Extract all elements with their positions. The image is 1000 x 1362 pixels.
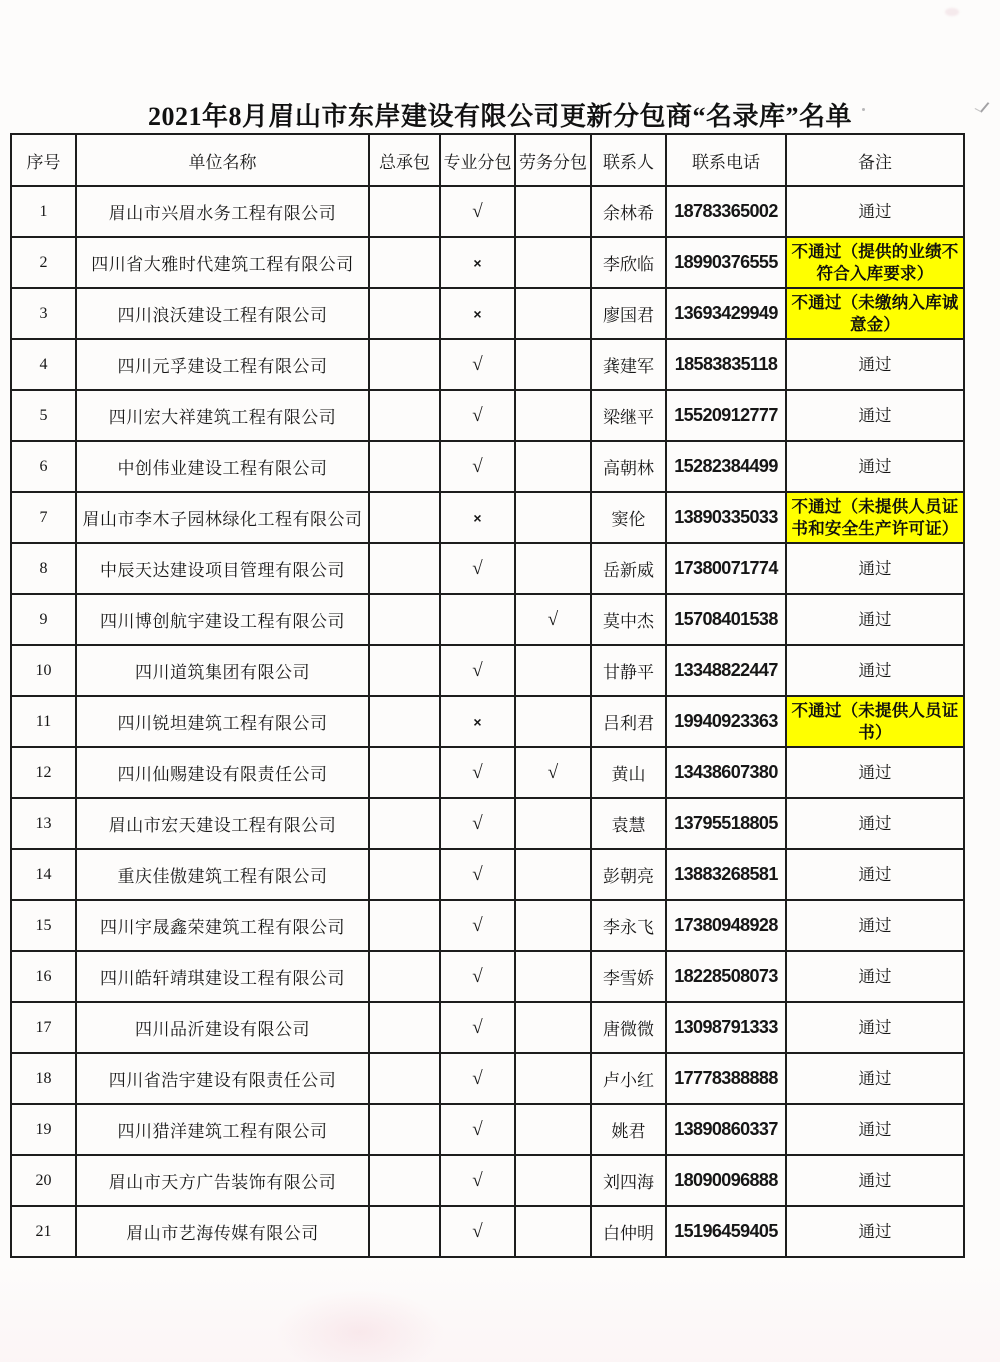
- page-title: 2021年8月眉山市东岸建设有限公司更新分包商“名录库”名单: [147, 102, 852, 131]
- table-row: [11, 339, 964, 390]
- remark-cell: 通过: [786, 1002, 964, 1053]
- row-serial-number: 18: [11, 1053, 76, 1104]
- contact-person: 李永飞: [591, 900, 666, 951]
- professional-sub-mark: [440, 492, 515, 543]
- header-serial-number: 序号: [11, 134, 76, 186]
- contact-person: 余林希: [591, 186, 666, 237]
- table-header-row: [11, 134, 964, 186]
- contact-phone: 18228508073: [666, 951, 786, 1002]
- professional-sub-mark: √: [440, 441, 515, 492]
- professional-sub-mark: [440, 594, 515, 645]
- table-row: [11, 645, 964, 696]
- contact-person: 姚君: [591, 1104, 666, 1155]
- contact-phone: 18990376555: [666, 237, 786, 288]
- general-contract-mark: [369, 645, 440, 696]
- company-name: 四川仙赐建设有限责任公司: [76, 747, 369, 798]
- labor-sub-mark: √: [515, 747, 591, 798]
- general-contract-mark: [369, 594, 440, 645]
- table-row: [11, 1053, 964, 1104]
- row-serial-number: 10: [11, 645, 76, 696]
- contact-phone: 15520912777: [666, 390, 786, 441]
- contact-phone: 15282384499: [666, 441, 786, 492]
- remark-cell: 通过: [786, 1053, 964, 1104]
- contact-phone: 17380948928: [666, 900, 786, 951]
- contact-person: 甘静平: [591, 645, 666, 696]
- general-contract-mark: [369, 696, 440, 747]
- contact-person: 梁继平: [591, 390, 666, 441]
- row-serial-number: 20: [11, 1155, 76, 1206]
- cross-mark: ×: [473, 713, 482, 730]
- table-row: [11, 492, 964, 543]
- general-contract-mark: [369, 1155, 440, 1206]
- professional-sub-mark: √: [440, 390, 515, 441]
- table-row: [11, 747, 964, 798]
- remark-cell: 通过: [786, 798, 964, 849]
- contact-phone: 13693429949: [666, 288, 786, 339]
- labor-sub-mark: [515, 645, 591, 696]
- row-serial-number: 12: [11, 747, 76, 798]
- remark-cell: 不通过（未提供人员证书）: [786, 696, 964, 747]
- table-row: [11, 594, 964, 645]
- labor-sub-mark: [515, 1155, 591, 1206]
- company-name: 四川元孚建设工程有限公司: [76, 339, 369, 390]
- labor-sub-mark: [515, 1053, 591, 1104]
- labor-sub-mark: [515, 441, 591, 492]
- table-row: [11, 1002, 964, 1053]
- table-row: [11, 186, 964, 237]
- professional-sub-mark: √: [440, 645, 515, 696]
- company-name: 四川省大雅时代建筑工程有限公司: [76, 237, 369, 288]
- contact-phone: 15196459405: [666, 1206, 786, 1257]
- company-name: 四川品沂建设有限公司: [76, 1002, 369, 1053]
- professional-sub-mark: √: [440, 1155, 515, 1206]
- professional-sub-mark: √: [440, 951, 515, 1002]
- row-serial-number: 2: [11, 237, 76, 288]
- general-contract-mark: [369, 951, 440, 1002]
- professional-sub-mark: √: [440, 1002, 515, 1053]
- labor-sub-mark: [515, 849, 591, 900]
- labor-sub-mark: [515, 237, 591, 288]
- company-name: 中辰天达建设项目管理有限公司: [76, 543, 369, 594]
- cross-mark: ×: [473, 305, 482, 322]
- labor-sub-mark: [515, 1206, 591, 1257]
- remark-cell: 通过: [786, 645, 964, 696]
- labor-sub-mark: [515, 492, 591, 543]
- header-contact-phone: 联系电话: [666, 134, 786, 186]
- remark-cell: 通过: [786, 849, 964, 900]
- contact-phone: 13795518805: [666, 798, 786, 849]
- company-name: 四川皓轩靖琪建设工程有限公司: [76, 951, 369, 1002]
- contact-phone: 19940923363: [666, 696, 786, 747]
- labor-sub-mark: [515, 339, 591, 390]
- remark-cell: 通过: [786, 747, 964, 798]
- labor-sub-mark: [515, 390, 591, 441]
- table-row: [11, 543, 964, 594]
- professional-sub-mark: √: [440, 186, 515, 237]
- general-contract-mark: [369, 543, 440, 594]
- row-serial-number: 15: [11, 900, 76, 951]
- header-remarks: 备注: [786, 134, 964, 186]
- table-row: [11, 798, 964, 849]
- general-contract-mark: [369, 747, 440, 798]
- contact-person: 袁慧: [591, 798, 666, 849]
- cross-mark: ×: [473, 254, 482, 271]
- subcontractor-roster-table: [10, 133, 965, 1258]
- contact-person: 刘四海: [591, 1155, 666, 1206]
- table-row: [11, 696, 964, 747]
- remark-cell: 不通过（未缴纳入库诚意金）: [786, 288, 964, 339]
- labor-sub-mark: [515, 951, 591, 1002]
- table-row: [11, 237, 964, 288]
- contact-person: 高朝林: [591, 441, 666, 492]
- general-contract-mark: [369, 1053, 440, 1104]
- contact-person: 彭朝亮: [591, 849, 666, 900]
- company-name: 眉山市艺海传媒有限公司: [76, 1206, 369, 1257]
- company-name: 四川宇晟鑫荣建筑工程有限公司: [76, 900, 369, 951]
- row-serial-number: 19: [11, 1104, 76, 1155]
- remark-cell: 不通过（未提供人员证书和安全生产许可证）: [786, 492, 964, 543]
- general-contract-mark: [369, 1002, 440, 1053]
- company-name: 四川道筑集团有限公司: [76, 645, 369, 696]
- general-contract-mark: [369, 798, 440, 849]
- table-row: [11, 288, 964, 339]
- labor-sub-mark: [515, 186, 591, 237]
- professional-sub-mark: √: [440, 543, 515, 594]
- contact-phone: 13890860337: [666, 1104, 786, 1155]
- professional-sub-mark: √: [440, 798, 515, 849]
- company-name: 四川浪沃建设工程有限公司: [76, 288, 369, 339]
- row-serial-number: 11: [11, 696, 76, 747]
- contact-phone: 17778388888: [666, 1053, 786, 1104]
- professional-sub-mark: [440, 696, 515, 747]
- contact-phone: 13883268581: [666, 849, 786, 900]
- labor-sub-mark: √: [515, 594, 591, 645]
- remark-cell: 通过: [786, 594, 964, 645]
- professional-sub-mark: [440, 237, 515, 288]
- remark-cell: 通过: [786, 1155, 964, 1206]
- row-serial-number: 8: [11, 543, 76, 594]
- company-name: 眉山市天方广告装饰有限公司: [76, 1155, 369, 1206]
- row-serial-number: 17: [11, 1002, 76, 1053]
- company-name: 重庆佳傲建筑工程有限公司: [76, 849, 369, 900]
- contact-phone: 17380071774: [666, 543, 786, 594]
- labor-sub-mark: [515, 696, 591, 747]
- row-serial-number: 3: [11, 288, 76, 339]
- contact-person: 白仲明: [591, 1206, 666, 1257]
- contact-person: 李欣临: [591, 237, 666, 288]
- company-name: 眉山市兴眉水务工程有限公司: [76, 186, 369, 237]
- row-serial-number: 13: [11, 798, 76, 849]
- labor-sub-mark: [515, 288, 591, 339]
- contact-person: 黄山: [591, 747, 666, 798]
- general-contract-mark: [369, 492, 440, 543]
- contact-person: 卢小红: [591, 1053, 666, 1104]
- contact-person: 龚建军: [591, 339, 666, 390]
- contact-person: 岳新威: [591, 543, 666, 594]
- table-row: [11, 1155, 964, 1206]
- row-serial-number: 9: [11, 594, 76, 645]
- general-contract-mark: [369, 900, 440, 951]
- table-row: [11, 951, 964, 1002]
- header-contact-person: 联系人: [591, 134, 666, 186]
- company-name: 眉山市李木子园林绿化工程有限公司: [76, 492, 369, 543]
- labor-sub-mark: [515, 1104, 591, 1155]
- labor-sub-mark: [515, 900, 591, 951]
- table-row: [11, 900, 964, 951]
- professional-sub-mark: √: [440, 747, 515, 798]
- labor-sub-mark: [515, 1002, 591, 1053]
- labor-sub-mark: [515, 543, 591, 594]
- contact-phone: 18090096888: [666, 1155, 786, 1206]
- row-serial-number: 6: [11, 441, 76, 492]
- row-serial-number: 1: [11, 186, 76, 237]
- general-contract-mark: [369, 1206, 440, 1257]
- contact-person: 莫中杰: [591, 594, 666, 645]
- row-serial-number: 7: [11, 492, 76, 543]
- table-row: [11, 849, 964, 900]
- scan-artifact-smudge: [945, 8, 959, 16]
- header-labor-sub: 劳务分包: [515, 134, 591, 186]
- professional-sub-mark: √: [440, 900, 515, 951]
- table-row: [11, 441, 964, 492]
- row-serial-number: 4: [11, 339, 76, 390]
- header-company-name: 单位名称: [76, 134, 369, 186]
- general-contract-mark: [369, 849, 440, 900]
- table-row: [11, 1104, 964, 1155]
- contact-person: 吕利君: [591, 696, 666, 747]
- contact-phone: 18583835118: [666, 339, 786, 390]
- contact-phone: 13348822447: [666, 645, 786, 696]
- company-name: 四川锐坦建筑工程有限公司: [76, 696, 369, 747]
- professional-sub-mark: √: [440, 1053, 515, 1104]
- remark-cell: 通过: [786, 1206, 964, 1257]
- company-name: 四川省浩宇建设有限责任公司: [76, 1053, 369, 1104]
- table-row: [11, 1206, 964, 1257]
- table-row: [11, 390, 964, 441]
- company-name: 中创伟业建设工程有限公司: [76, 441, 369, 492]
- remark-cell: 通过: [786, 900, 964, 951]
- contact-phone: 13890335033: [666, 492, 786, 543]
- company-name: 四川猎洋建筑工程有限公司: [76, 1104, 369, 1155]
- general-contract-mark: [369, 237, 440, 288]
- contact-person: 廖国君: [591, 288, 666, 339]
- row-serial-number: 21: [11, 1206, 76, 1257]
- remark-cell: 通过: [786, 441, 964, 492]
- table-body: [11, 186, 964, 1257]
- contact-person: 李雪娇: [591, 951, 666, 1002]
- labor-sub-mark: [515, 798, 591, 849]
- company-name: 眉山市宏天建设工程有限公司: [76, 798, 369, 849]
- general-contract-mark: [369, 390, 440, 441]
- professional-sub-mark: [440, 288, 515, 339]
- row-serial-number: 14: [11, 849, 76, 900]
- professional-sub-mark: √: [440, 1104, 515, 1155]
- general-contract-mark: [369, 1104, 440, 1155]
- contact-phone: 13098791333: [666, 1002, 786, 1053]
- remark-cell: 不通过（提供的业绩不符合入库要求）: [786, 237, 964, 288]
- contact-phone: 15708401538: [666, 594, 786, 645]
- professional-sub-mark: √: [440, 1206, 515, 1257]
- contact-person: 窦伦: [591, 492, 666, 543]
- remark-cell: 通过: [786, 1104, 964, 1155]
- contact-person: 唐微微: [591, 1002, 666, 1053]
- row-serial-number: 5: [11, 390, 76, 441]
- contact-phone: 13438607380: [666, 747, 786, 798]
- remark-cell: 通过: [786, 339, 964, 390]
- header-general-contract: 总承包: [369, 134, 440, 186]
- row-serial-number: 16: [11, 951, 76, 1002]
- company-name: 四川博创航宇建设工程有限公司: [76, 594, 369, 645]
- cross-mark: ×: [473, 509, 482, 526]
- general-contract-mark: [369, 339, 440, 390]
- general-contract-mark: [369, 441, 440, 492]
- header-professional-sub: 专业分包: [440, 134, 515, 186]
- remark-cell: 通过: [786, 951, 964, 1002]
- remark-cell: 通过: [786, 543, 964, 594]
- professional-sub-mark: √: [440, 849, 515, 900]
- remark-cell: 通过: [786, 390, 964, 441]
- general-contract-mark: [369, 186, 440, 237]
- general-contract-mark: [369, 288, 440, 339]
- company-name: 四川宏大祥建筑工程有限公司: [76, 390, 369, 441]
- remark-cell: 通过: [786, 186, 964, 237]
- contact-phone: 18783365002: [666, 186, 786, 237]
- professional-sub-mark: √: [440, 339, 515, 390]
